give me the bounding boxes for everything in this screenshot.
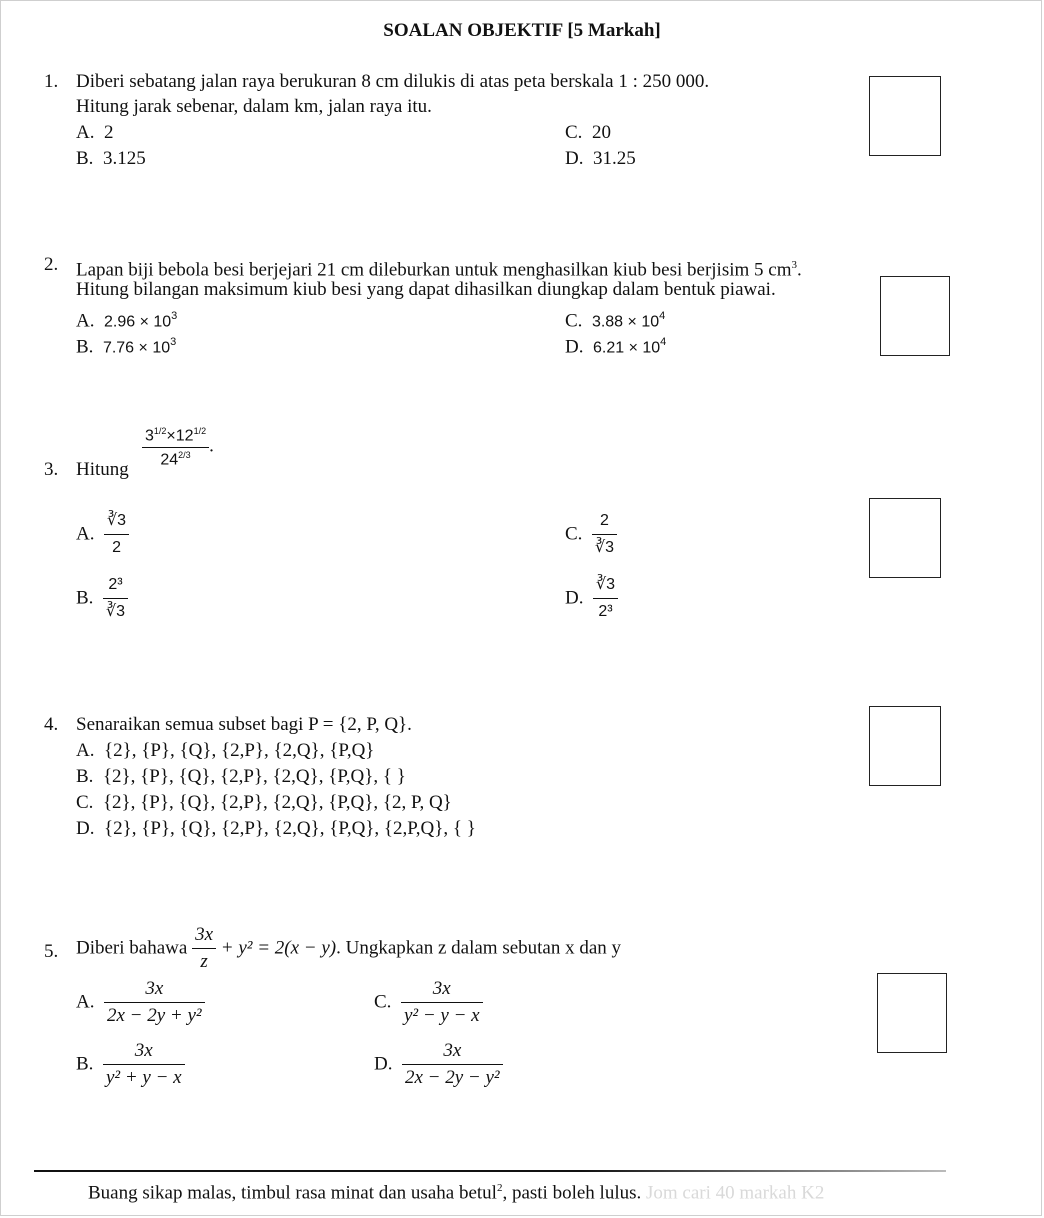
option-label: C. [565, 310, 583, 332]
option-label: D. [76, 818, 95, 839]
option-label: C. [565, 122, 583, 143]
q3-expression [142, 426, 214, 470]
footer-divider [34, 1170, 946, 1172]
q5-option-a[interactable] [76, 978, 205, 1027]
option-numerator: 2 [600, 512, 609, 529]
q5-prompt-start: Diberi bahawa [76, 937, 188, 959]
option-fraction [401, 978, 483, 1027]
q2-option-c[interactable] [565, 305, 665, 333]
option-denominator: ∛3 [594, 539, 615, 556]
fraction-bar [593, 598, 618, 599]
footer-main: Buang sikap malas, timbul rasa minat dan usaha betul [88, 1182, 497, 1204]
q2-line1 [76, 254, 802, 281]
option-denominator: 2³ [598, 603, 613, 620]
option-text: 3.125 [102, 148, 146, 169]
q3-exp1: 1/2 [153, 426, 167, 436]
q2-number: 2. [44, 254, 59, 275]
option-label: C. [374, 991, 392, 1013]
q3-option-b[interactable] [76, 574, 128, 623]
option-exp: 4 [660, 336, 667, 348]
q5-option-b[interactable] [76, 1040, 185, 1089]
option-label: A. [76, 523, 95, 545]
q1-line1: Diberi sebatang jalan raya berukuran 8 cm dilukis di atas peta berskala 1 : 250 000. [76, 71, 710, 92]
q3-prompt: Hitung [76, 459, 129, 480]
option-numerator: ∛3 [106, 512, 127, 529]
q2-option-b[interactable] [76, 331, 176, 359]
q3-base1: 3 [145, 427, 154, 445]
footer-main-end: , pasti boleh lulus. [502, 1182, 642, 1204]
q2-line1-sup: 3 [791, 259, 797, 271]
q4-number: 4. [44, 714, 59, 735]
footer-faded: Jom cari 40 markah K2 [641, 1182, 825, 1204]
q2-answer-box[interactable] [880, 276, 950, 356]
option-mantissa: 6.21 × 10 [592, 339, 661, 357]
fraction-bar [104, 534, 129, 535]
q5-eq-denominator: z [200, 951, 208, 972]
option-text: {2}, {P}, {Q}, {2,P}, {2,Q}, {P,Q} [103, 740, 375, 761]
q1-number: 1. [44, 71, 59, 92]
q5-eq-numerator: 3x [195, 924, 213, 945]
option-text: {2}, {P}, {Q}, {2,P}, {2,Q}, {P,Q}, { } [102, 766, 406, 787]
option-fraction [402, 1040, 503, 1089]
option-denominator: ∛3 [105, 603, 126, 620]
q3-answer-box[interactable] [869, 498, 941, 578]
q3-period: . [209, 435, 214, 457]
option-mantissa: 2.96 × 10 [103, 313, 172, 331]
q1-option-c[interactable] [565, 122, 611, 144]
option-label: A. [76, 310, 95, 332]
fraction-bar [192, 948, 216, 949]
q2-option-d[interactable] [565, 331, 666, 359]
option-label: A. [76, 991, 95, 1013]
option-fraction [103, 574, 128, 623]
option-fraction [592, 510, 617, 559]
q3-numerator [142, 426, 209, 445]
option-label: A. [76, 740, 95, 761]
q2-line1-text: Lapan biji bebola besi berjejari 21 cm dileburkan untuk menghasilkan kiub besi berjisim 5 cm [76, 259, 792, 281]
fraction-bar [592, 534, 617, 535]
q1-option-a[interactable] [76, 122, 113, 144]
option-label: B. [76, 766, 94, 787]
q3-option-c[interactable] [565, 510, 617, 559]
q4-option-c[interactable] [76, 792, 452, 814]
q1-option-b[interactable] [76, 148, 146, 170]
option-denominator: y² − y − x [403, 1005, 480, 1026]
option-denominator: 2 [112, 539, 121, 556]
fraction-bar [401, 1002, 483, 1003]
q5-prompt-end: . Ungkapkan z dalam sebutan x dan y [336, 937, 622, 959]
q4-option-d[interactable] [76, 818, 476, 840]
option-fraction [104, 978, 205, 1027]
q4-option-b[interactable] [76, 766, 406, 788]
option-text: 31.25 [592, 148, 636, 169]
footer-text [88, 1177, 824, 1204]
option-label: D. [374, 1053, 393, 1075]
q1-answer-box[interactable] [869, 76, 941, 156]
q5-equation-fraction [192, 924, 216, 973]
option-label: B. [76, 148, 94, 169]
option-label: D. [565, 148, 584, 169]
option-denominator: 2x − 2y + y² [106, 1005, 202, 1026]
option-label: D. [565, 587, 584, 609]
option-label: B. [76, 1053, 94, 1075]
option-fraction [104, 510, 129, 559]
q3-exp3: 2/3 [178, 450, 191, 461]
q3-main-fraction [142, 426, 209, 470]
q3-times: ×12 [166, 427, 194, 445]
q3-number: 3. [44, 459, 59, 480]
option-denominator: y² + y − x [105, 1067, 182, 1088]
option-label: A. [76, 122, 95, 143]
option-numerator: 3x [432, 978, 451, 999]
fraction-bar [142, 447, 209, 448]
fraction-bar [103, 1064, 185, 1065]
option-mantissa: 3.88 × 10 [591, 313, 660, 331]
option-fraction [593, 574, 618, 623]
option-fraction [103, 1040, 185, 1089]
q2-option-a[interactable] [76, 305, 177, 333]
q5-number: 5. [44, 941, 59, 962]
q4-answer-box[interactable] [869, 706, 941, 786]
option-numerator: 3x [443, 1040, 462, 1061]
q1-option-d[interactable] [565, 148, 636, 170]
q2-line2: Hitung bilangan maksimum kiub besi yang dapat dihasilkan diungkap dalam bentuk piawai. [76, 279, 776, 300]
q1-line2: Hitung jarak sebenar, dalam km, jalan raya itu. [76, 96, 432, 117]
option-text: {2}, {P}, {Q}, {2,P}, {2,Q}, {P,Q}, {2, P, Q} [102, 792, 452, 813]
page-title: SOALAN OBJEKTIF [5 Markah] [383, 20, 661, 41]
option-numerator: 3x [134, 1040, 153, 1061]
option-label: D. [565, 336, 584, 358]
option-text: 2 [103, 122, 114, 143]
option-label: B. [76, 336, 94, 358]
option-numerator: ∛3 [595, 576, 616, 593]
q3-denominator [157, 450, 193, 469]
q5-option-d[interactable] [374, 1040, 503, 1089]
option-mantissa: 7.76 × 10 [102, 339, 171, 357]
option-exp: 3 [171, 310, 178, 322]
q4-prompt: Senaraikan semua subset bagi P = {2, P, Q}. [76, 714, 412, 735]
option-text: 20 [591, 122, 611, 143]
q4-option-a[interactable] [76, 740, 374, 762]
fraction-bar [103, 598, 128, 599]
option-numerator: 2³ [108, 576, 123, 593]
footer-sup: 2 [496, 1182, 503, 1194]
option-text: {2}, {P}, {Q}, {2,P}, {2,Q}, {P,Q}, {2,P,Q}, { } [103, 818, 476, 839]
q5-option-c[interactable] [374, 978, 483, 1027]
q5-prompt [76, 924, 621, 973]
q3-option-a[interactable] [76, 510, 129, 559]
q3-exp2: 1/2 [193, 426, 207, 436]
option-exp: 3 [170, 336, 177, 348]
q2-line1-end: . [797, 259, 802, 281]
option-label: B. [76, 587, 94, 609]
option-label: C. [76, 792, 94, 813]
option-label: C. [565, 523, 583, 545]
option-numerator: 3x [145, 978, 164, 999]
q5-answer-box[interactable] [877, 973, 947, 1053]
option-denominator: 2x − 2y − y² [404, 1067, 500, 1088]
fraction-bar [104, 1002, 205, 1003]
q5-equation-rest: + y² = 2(x − y) [220, 937, 337, 959]
option-exp: 4 [659, 310, 666, 322]
q3-den-base: 24 [160, 451, 179, 469]
fraction-bar [402, 1064, 503, 1065]
q3-option-d[interactable] [565, 574, 618, 623]
